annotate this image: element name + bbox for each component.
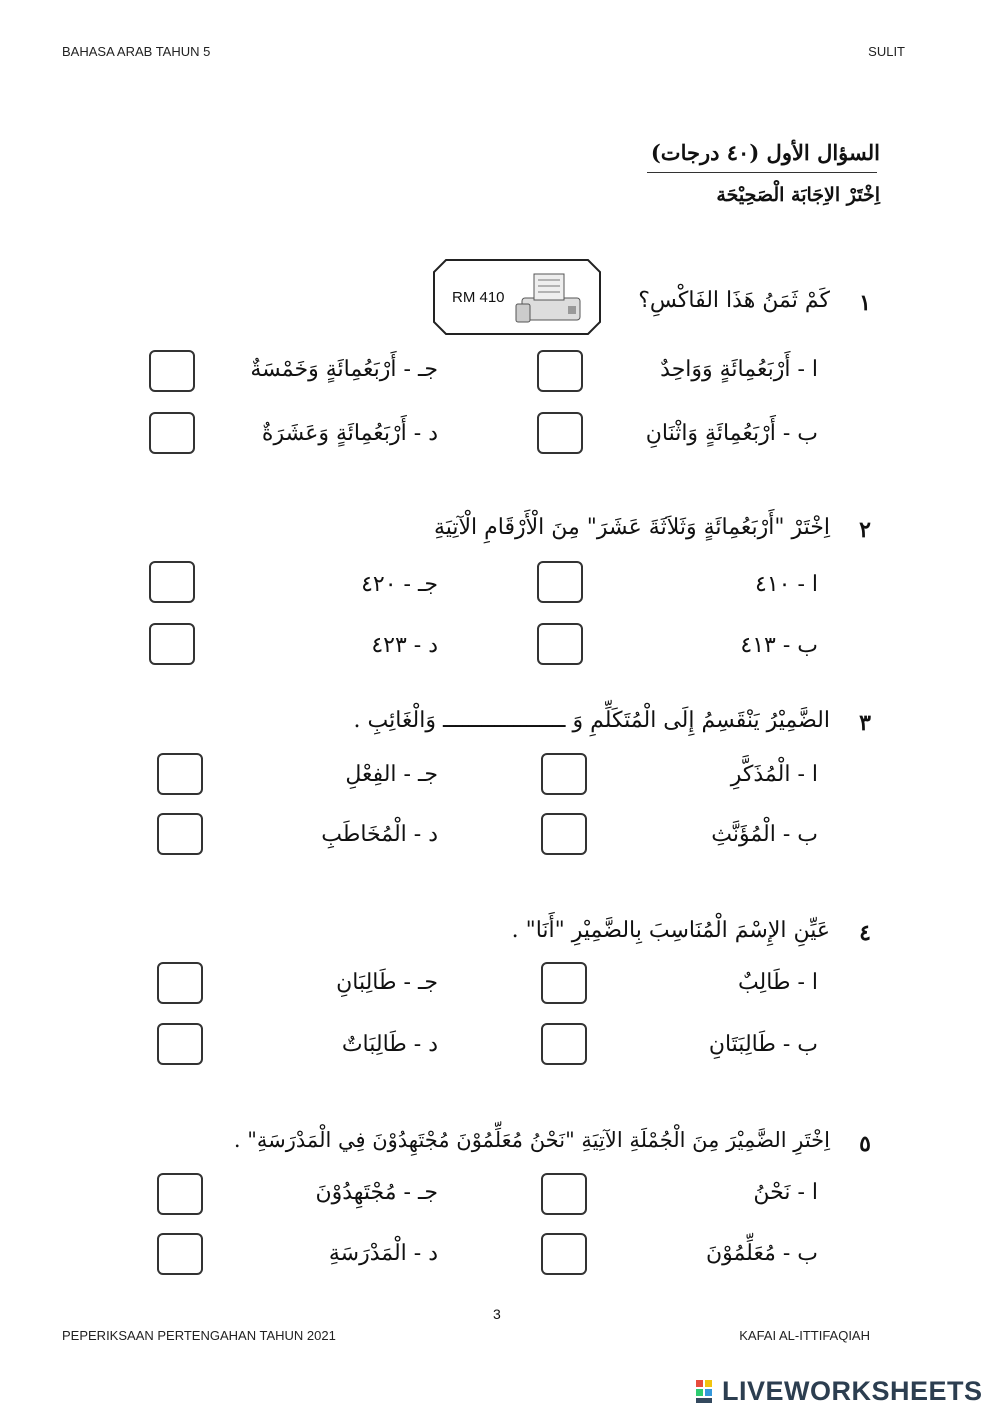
q2-option-d: د - ٤٢٣	[371, 633, 438, 658]
q1-option-b: ب - أَرْبَعُمِائَةٍ وَاثْنَانِ	[645, 421, 818, 446]
footer-left: PEPERIKSAAN PERTENGAHAN TAHUN 2021	[62, 1328, 336, 1343]
q1-option-c: جـ - أَرْبَعُمِائَةٍ وَخَمْسَةٌ	[250, 357, 438, 382]
q3-option-d-checkbox[interactable]	[157, 813, 203, 855]
header-right: SULIT	[868, 44, 905, 59]
page-number: 3	[493, 1306, 501, 1322]
q2-option-a-checkbox[interactable]	[537, 561, 583, 603]
header-left: BAHASA ARAB TAHUN 5	[62, 44, 211, 59]
q4-option-d: د - طَالِبَاتٌ	[341, 1032, 438, 1057]
q4-option-b: ب - طَالِبَتَانِ	[708, 1032, 818, 1057]
q1-option-c-checkbox[interactable]	[149, 350, 195, 392]
q3-option-c: جـ - الفِعْلِ	[345, 762, 438, 787]
question-4-number: ٤	[859, 920, 871, 946]
question-5-text: اِخْتَرِ الضَّمِيْرَ مِنَ الْجُمْلَةِ الآتِيَةِ "نَحْنُ مُعَلِّمُوْنَ مُجْتَهِدُوْنَ فِي الْمَدْرَسَةِ" .	[233, 1128, 830, 1152]
q3-option-a-checkbox[interactable]	[541, 753, 587, 795]
brand-wordmark[interactable]: LIVEWORKSHEETS	[722, 1376, 983, 1406]
q5-option-d-checkbox[interactable]	[157, 1233, 203, 1275]
q1-option-b-checkbox[interactable]	[537, 412, 583, 454]
q4-option-a: ا - طَالِبٌ	[737, 970, 818, 995]
title-underline	[647, 172, 877, 173]
q1-option-a-checkbox[interactable]	[537, 350, 583, 392]
question-2-number: ٢	[859, 517, 871, 543]
q2-option-c-checkbox[interactable]	[149, 561, 195, 603]
q3-option-b-checkbox[interactable]	[541, 813, 587, 855]
question-5-number: ٥	[859, 1131, 871, 1157]
fax-price-label: RM 410	[452, 289, 505, 306]
q2-option-b: ب - ٤١٣	[740, 633, 818, 658]
liveworksheets-logo-icon	[696, 1380, 722, 1404]
section-instruction: اِخْتَرْ الاِجَابَة الْصَحِيْحَة	[716, 184, 880, 206]
q2-option-b-checkbox[interactable]	[537, 623, 583, 665]
fax-price-tag-icon	[432, 258, 602, 336]
q3-option-b: ب - الْمُؤَنَّثِ	[711, 822, 818, 847]
q4-option-a-checkbox[interactable]	[541, 962, 587, 1004]
question-3-number: ٣	[859, 710, 871, 736]
q4-option-b-checkbox[interactable]	[541, 1023, 587, 1065]
question-1-text: كَمْ ثَمَنُ هَذَا الفَاكْسِ؟	[638, 288, 830, 313]
q1-option-a: ا - أَرْبَعُمِائَةٍ وَوَاحِدٌ	[660, 357, 818, 382]
q1-option-d-checkbox[interactable]	[149, 412, 195, 454]
q5-option-a: ا - نَحْنُ	[753, 1180, 818, 1205]
question-2-text: اِخْتَرْ "أَرْبَعُمِائَةٍ وَثَلاَثَةَ عَشَرَ" مِنَ الْأَرْقَامِ الْآتِيَةِ	[433, 515, 830, 540]
q2-option-d-checkbox[interactable]	[149, 623, 195, 665]
question-4-text: عَيِّنِ الإِسْمَ الْمُنَاسِبَ بِالضَّمِيْرِ "أَنَا" .	[511, 918, 830, 943]
question-3-text: الضَّمِيْرُ يَنْقَسِمُ إِلَى الْمُتَكَلِّمِ وَ ـــــــــــــــــــ وَالْغَائِبِ .	[353, 708, 830, 733]
q2-option-a: ا - ٤١٠	[755, 572, 818, 597]
q5-option-a-checkbox[interactable]	[541, 1173, 587, 1215]
q3-option-a: ا - الْمُذَكَّرِ	[730, 762, 818, 787]
footer-right: KAFAI AL-ITTIFAQIAH	[739, 1328, 870, 1343]
q4-option-c: جـ - طَالِبَانِ	[336, 970, 438, 995]
q4-option-d-checkbox[interactable]	[157, 1023, 203, 1065]
q1-option-d: د - أَرْبَعُمِائَةٍ وَعَشَرَةٌ	[261, 421, 438, 446]
q5-option-d: د - الْمَدْرَسَةِ	[328, 1241, 438, 1266]
q5-option-b: ب - مُعَلِّمُوْنَ	[705, 1241, 818, 1266]
q5-option-c-checkbox[interactable]	[157, 1173, 203, 1215]
q3-option-c-checkbox[interactable]	[157, 753, 203, 795]
q5-option-b-checkbox[interactable]	[541, 1233, 587, 1275]
q2-option-c: جـ - ٤٢٠	[361, 572, 438, 597]
section-title: السؤال الأول (٤٠ درجات)	[650, 140, 880, 165]
q5-option-c: جـ - مُجْتَهِدُوْنَ	[315, 1180, 438, 1205]
question-1-number: ١	[859, 290, 871, 316]
q4-option-c-checkbox[interactable]	[157, 962, 203, 1004]
q3-option-d: د - الْمُخَاطَبِ	[321, 822, 438, 847]
